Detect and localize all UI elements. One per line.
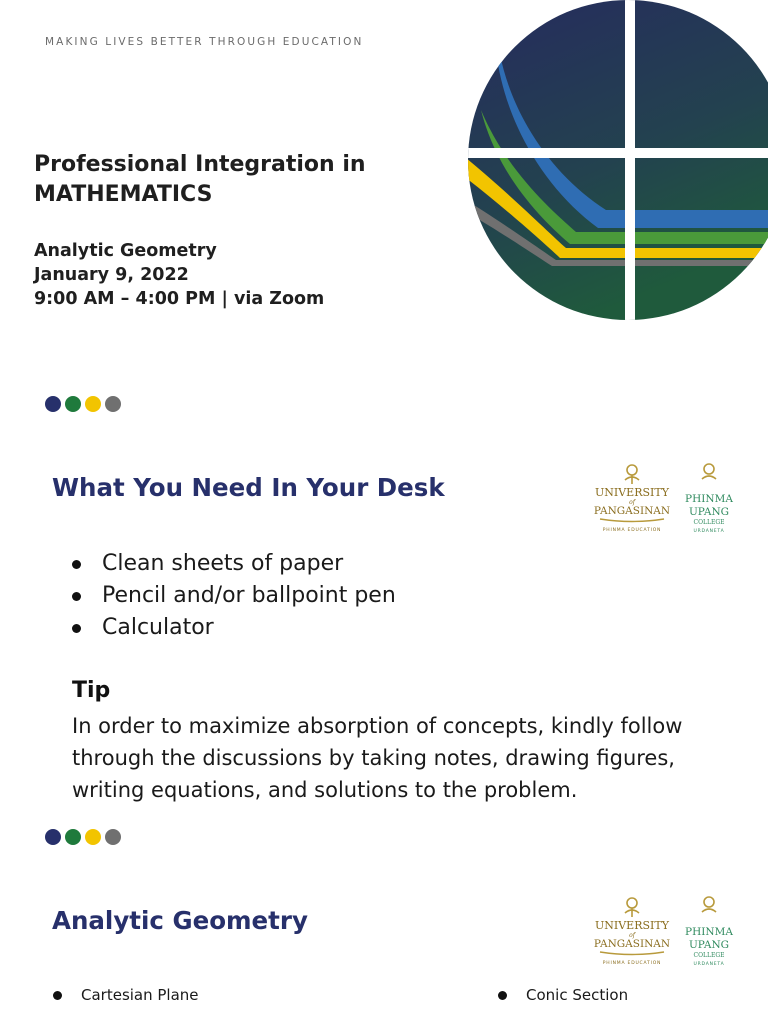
logo-text-college: COLLEGE [693, 952, 725, 959]
topic-label: Cartesian Plane [81, 986, 199, 1004]
crest-icon [702, 464, 716, 479]
geometry-section-heading: Analytic Geometry [52, 906, 308, 935]
logo-text-phinma: PHINMA [685, 493, 733, 505]
logo-text-pangasinan: PANGASINAN [593, 505, 671, 517]
wave-icon [600, 519, 664, 522]
partner-logos [592, 895, 742, 967]
topic-item-conic-section [498, 986, 628, 1004]
university-of-pangasinan-logo [594, 465, 670, 533]
topic-label: Conic Section [526, 986, 629, 1004]
institution-emblem [466, 0, 768, 320]
logo-text-university: UNIVERSITY [595, 486, 669, 499]
dot-green [65, 396, 81, 412]
wave-icon [600, 952, 664, 955]
tip-text: In order to maximize absorption of concepts, kindly follow through the discussions by taking notes, drawing figures, writing equations, and solutions to the problem. [72, 714, 683, 802]
event-details [34, 239, 324, 311]
dot-gray [105, 396, 121, 412]
logo-text-upang: UPANG [688, 939, 730, 951]
dot-navy [45, 396, 61, 412]
logo-text-urdaneta: URDANETA [693, 962, 725, 967]
logo-text-college: COLLEGE [693, 519, 725, 526]
bullet-icon [72, 560, 81, 569]
logo-text-upang: UPANG [688, 506, 730, 518]
logo-text-phinma: PHINMA [685, 926, 733, 938]
list-item [72, 612, 396, 644]
list-item-label: Pencil and/or ballpoint pen [102, 583, 396, 608]
dot-green [65, 829, 81, 845]
phinma-upang-logo [685, 897, 733, 967]
event-subject: Analytic Geometry [34, 241, 217, 261]
crest-icon [702, 897, 716, 912]
dot-gray [105, 829, 121, 845]
desk-items-list [72, 548, 396, 644]
event-time-venue: 9:00 AM – 4:00 PM | via Zoom [34, 289, 325, 309]
dot-navy [45, 829, 61, 845]
phinma-upang-logo [685, 464, 733, 534]
list-item-label: Clean sheets of paper [102, 551, 344, 576]
topic-item-cartesian-plane [53, 986, 199, 1004]
event-title-line2: MATHEMATICS [34, 182, 213, 207]
logo-text-phinma-education: PHINMA EDUCATION [602, 961, 662, 966]
logo-text-phinma-education: PHINMA EDUCATION [602, 528, 662, 533]
event-title [34, 150, 454, 210]
bullet-icon [498, 991, 507, 1000]
event-title-line1: Professional Integration in [34, 152, 366, 177]
color-dots-divider [45, 396, 121, 412]
logo-text-of: of [629, 499, 635, 506]
partner-logos [592, 462, 742, 534]
logo-text-university: UNIVERSITY [595, 919, 669, 932]
logo-text-urdaneta: URDANETA [693, 529, 725, 534]
dot-yellow [85, 396, 101, 412]
crest-icon [625, 465, 639, 484]
tagline: MAKING LIVES BETTER THROUGH EDUCATION [45, 36, 364, 48]
list-item-label: Calculator [102, 615, 214, 640]
list-item [72, 580, 396, 612]
bullet-icon [72, 624, 81, 633]
crest-icon [625, 898, 639, 917]
desk-section-heading: What You Need In Your Desk [52, 473, 445, 502]
dot-yellow [85, 829, 101, 845]
logo-text-of: of [629, 932, 635, 939]
color-dots-divider [45, 829, 121, 845]
bullet-icon [53, 991, 62, 1000]
university-of-pangasinan-logo [594, 898, 670, 966]
tip-label: Tip [72, 678, 111, 703]
list-item [72, 548, 396, 580]
event-date: January 9, 2022 [34, 265, 189, 285]
logo-text-pangasinan: PANGASINAN [593, 938, 671, 950]
bullet-icon [72, 592, 81, 601]
